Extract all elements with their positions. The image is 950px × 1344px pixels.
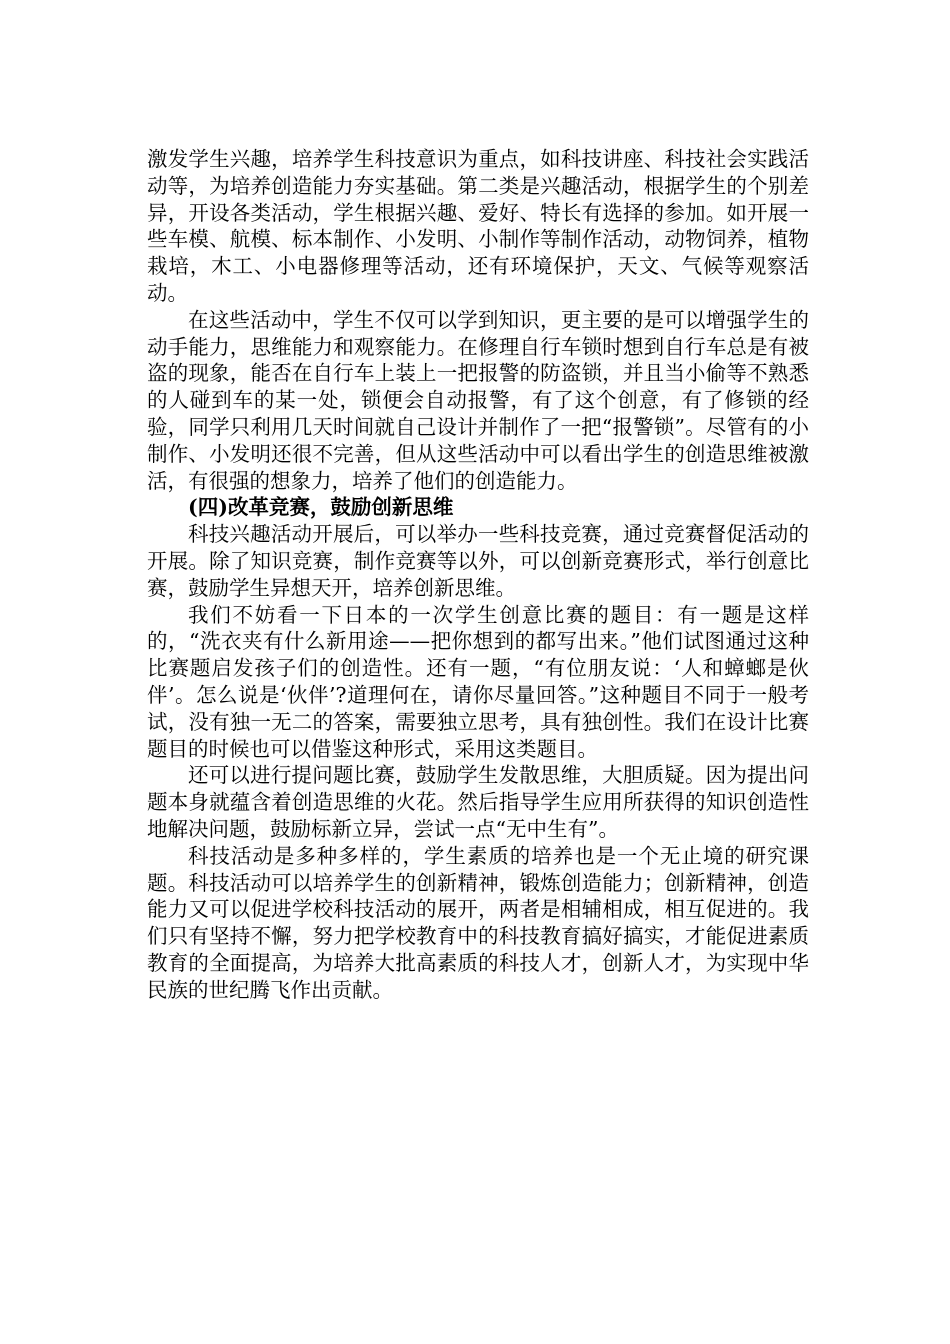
paragraph-conclusion: 科技活动是多种多样的，学生素质的培养也是一个无止境的研究课题。科技活动可以培养学生的创新精神，锻炼创造能力；创新精神，创造能力又可以促进学校科技活动的展开，两者是相辅相成，相互促进的。我们只有坚持不懈，努力把学校教育中的科技教育搞好搞实，才能促进素质教育的全面提高，为培养大批高素质的科技人才，创新人才，为实现中华民族的世纪腾飞作出贡献。 bbox=[147, 843, 809, 1002]
paragraph-competitions: 科技兴趣活动开展后，可以举办一些科技竞赛，通过竞赛督促活动的开展。除了知识竞赛，制作竞赛等以外，可以创新竞赛形式，举行创意比赛，鼓励学生异想天开，培养创新思维。 bbox=[147, 522, 809, 600]
paragraph-japan-example: 我们不妨看一下日本的一次学生创意比赛的题目：有一题是这样的，“洗衣夹有什么新用途——把你想到的都写出来。”他们试图通过这种比赛题启发孩子们的创造性。还有一题，“有位朋友说：‘人和蟑螂是伙伴’。怎么说是‘伙伴’?道理何在，请你尽量回答。”这种题目不同于一般考试，没有独一无二的答案，需要独立思考，具有独创性。我们在设计比赛题目的时候也可以借鉴这种形式，采用这类题目。 bbox=[147, 602, 809, 761]
section-heading: (四)改革竞赛，鼓励创新思维 bbox=[188, 495, 454, 520]
paragraph-questions-contest: 还可以进行提问题比赛，鼓励学生发散思维，大胆质疑。因为提出问题本身就蕴含着创造思维的火花。然后指导学生应用所获得的知识创造性地解决问题，鼓励标新立异，尝试一点“无中生有”。 bbox=[147, 763, 809, 841]
paragraph-activities: 激发学生兴趣，培养学生科技意识为重点，如科技讲座、科技社会实践活动等，为培养创造能力夯实基础。第二类是兴趣活动，根据学生的个别差异，开设各类活动，学生根据兴趣、爱好、特长有选择的参加。如开展一些车模、航模、标本制作、小发明、小制作等制作活动，动物饲养，植物栽培，木工、小电器修理等活动，还有环境保护，天文、气候等观察活动。 bbox=[147, 147, 809, 305]
paragraph-benefits: 在这些活动中，学生不仅可以学到知识，更主要的是可以增强学生的动手能力，思维能力和观察能力。在修理自行车锁时想到自行车总是有被盗的现象，能否在自行车上装上一把报警的防盗锁，并且当小偷等不熟悉的人碰到车的某一处，锁便会自动报警，有了这个创意，有了修锁的经验，同学只利用几天时间就自己设计并制作了一把“报警锁”。尽管有的小制作、小发明还很不完善，但从这些活动中可以看出学生的创造思维被激活，有很强的想象力，培养了他们的创造能力。 bbox=[147, 307, 809, 493]
document-body bbox=[147, 146, 809, 1004]
